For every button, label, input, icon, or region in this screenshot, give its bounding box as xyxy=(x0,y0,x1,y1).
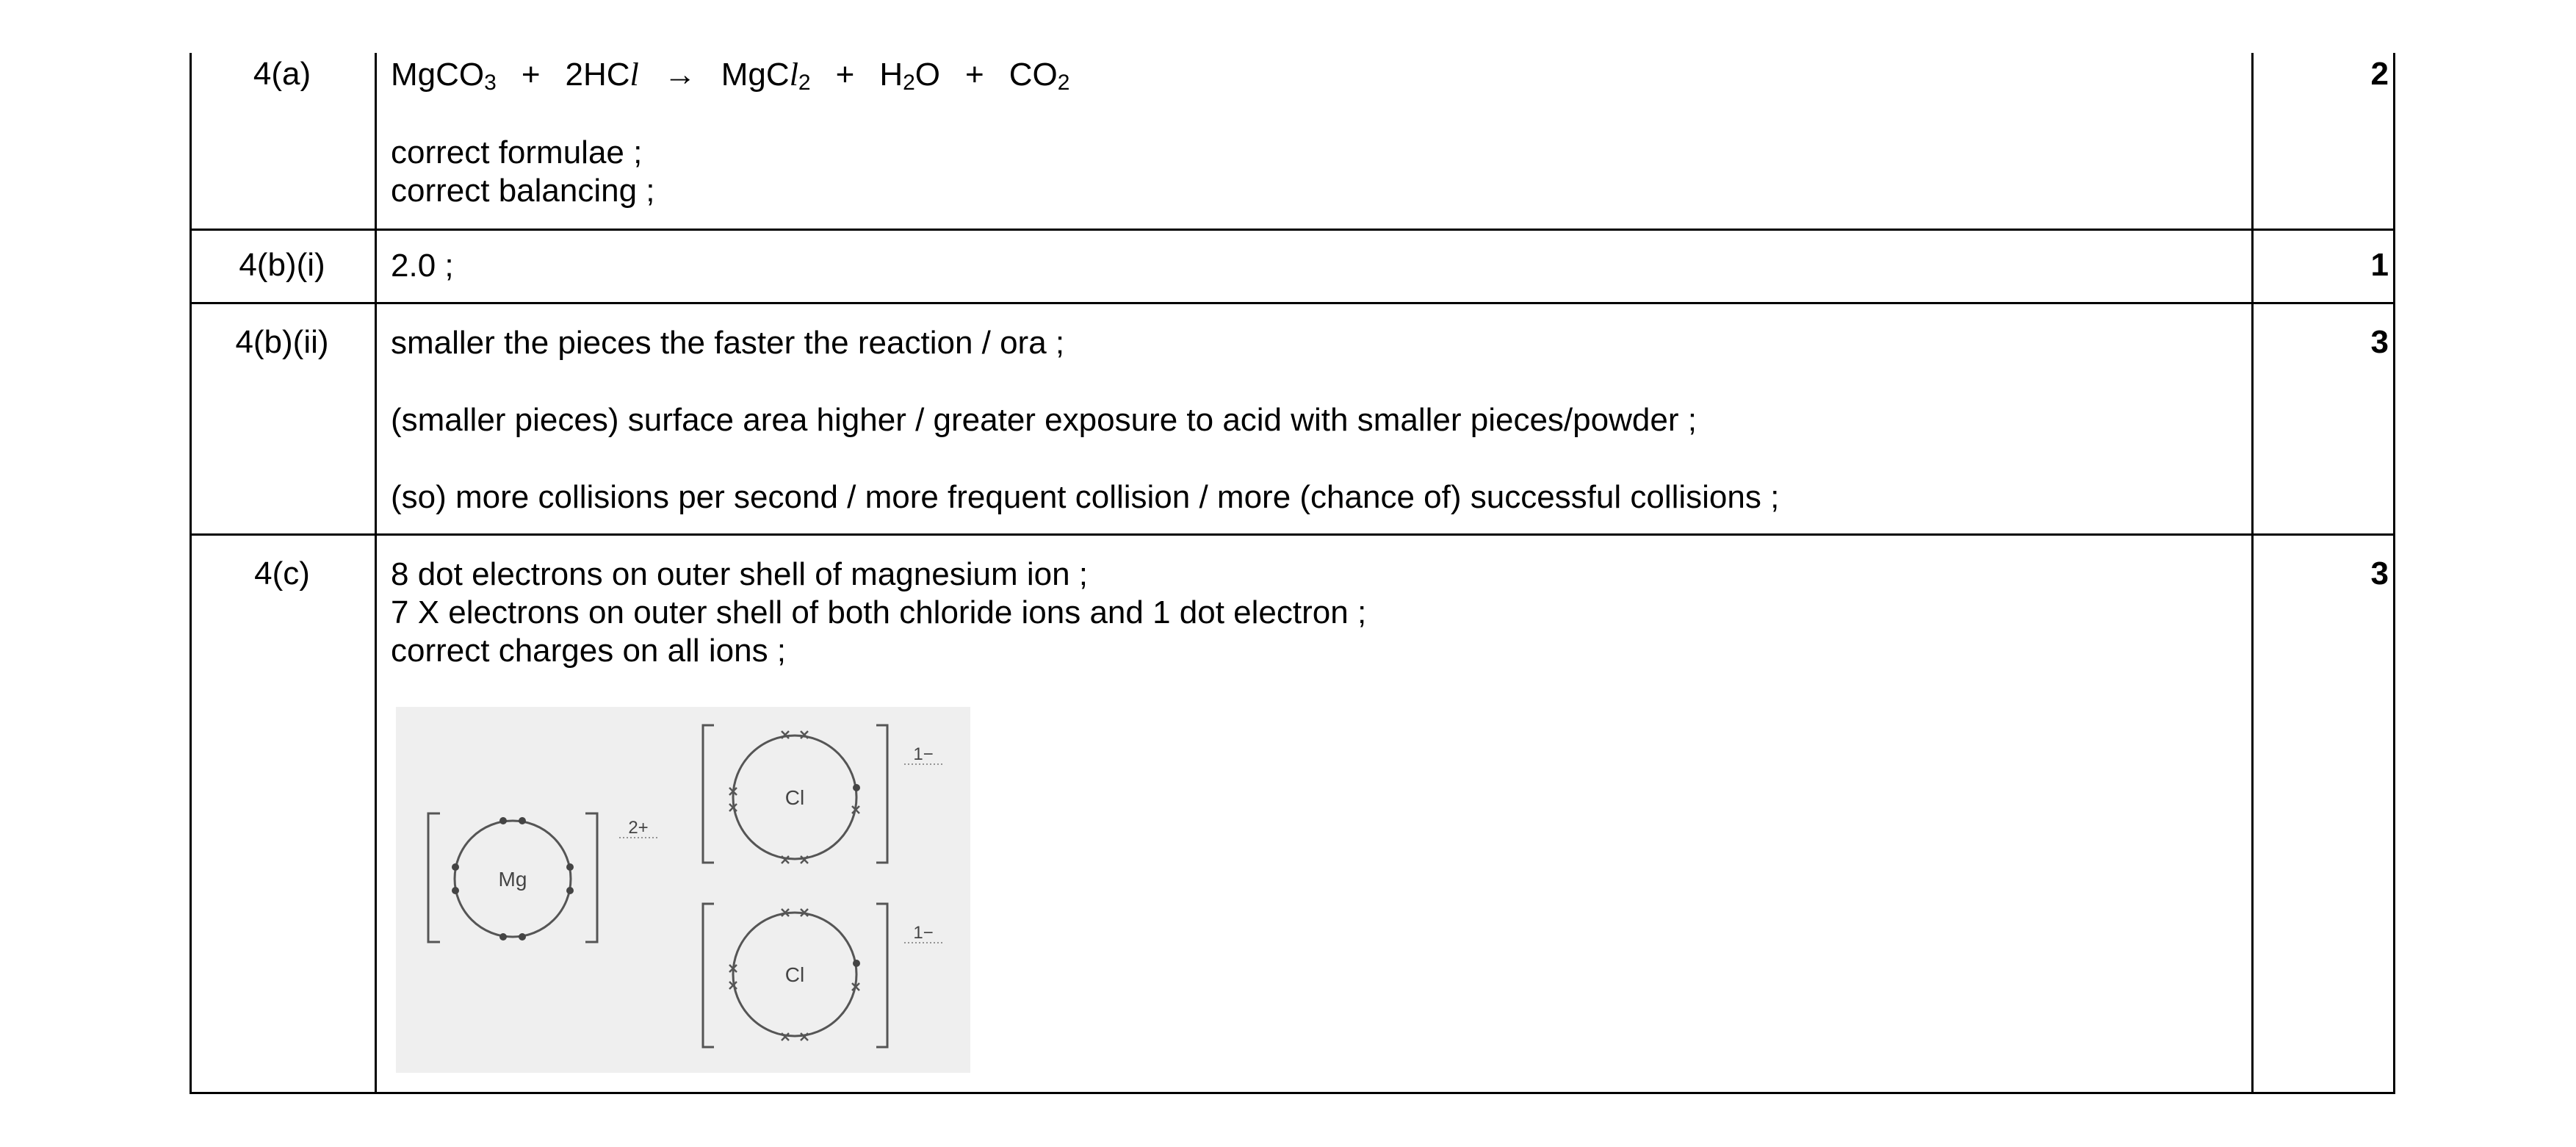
mg-ion-charge: 2+ xyxy=(628,818,649,838)
equation-subscript: 3 xyxy=(484,71,497,95)
electron-dot xyxy=(853,784,860,791)
column-divider-question xyxy=(375,53,377,1094)
question-number: 4(c) xyxy=(254,555,310,592)
cl-ion-label: Cl xyxy=(784,786,805,809)
electron-dot xyxy=(519,817,526,824)
bracket-right xyxy=(876,725,887,863)
electron-dot xyxy=(566,887,574,894)
answer-line: 2.0 ; xyxy=(391,248,454,284)
electron-dot xyxy=(499,933,507,941)
question-number: 4(b)(i) xyxy=(239,247,325,283)
answer-line: smaller the pieces the faster the reaction / ora ; xyxy=(391,325,1065,361)
answer-line: correct formulae ; xyxy=(391,134,643,170)
equation-product: O xyxy=(914,57,941,93)
equation-product: CO xyxy=(1009,57,1058,93)
equation-product: MgC xyxy=(721,57,790,93)
marks-value: 1 xyxy=(2370,247,2389,283)
equation-plus: + xyxy=(835,57,855,93)
bracket-left xyxy=(428,813,440,942)
equation-reactant: MgCO xyxy=(391,57,485,93)
bracket-left xyxy=(703,725,714,863)
row-divider xyxy=(190,229,2395,231)
reaction-arrow-icon: → xyxy=(663,57,696,93)
electron-dot xyxy=(853,960,860,967)
equation-italic-l: l xyxy=(789,57,798,93)
equation-subscript: 2 xyxy=(798,71,811,95)
answer-line: 8 dot electrons on outer shell of magnesium ion ; xyxy=(391,556,1088,592)
equation-subscript: 2 xyxy=(903,71,915,95)
answer-line: correct charges on all ions ; xyxy=(391,633,787,669)
electron-dot xyxy=(499,817,507,824)
answer-line: (smaller pieces) surface area higher / greater exposure to acid with smaller pieces/powder ; xyxy=(391,402,1697,438)
marks-value: 2 xyxy=(2370,56,2389,92)
answer-line: 7 X electrons on outer shell of both chloride ions and 1 dot electron ; xyxy=(391,594,1367,630)
answer-text xyxy=(391,555,1366,670)
chemical-equation xyxy=(391,56,1069,94)
equation-subscript: 2 xyxy=(1057,71,1070,95)
question-number: 4(a) xyxy=(253,56,311,92)
equation-reactant: 2HC xyxy=(565,57,630,93)
marks-value: 3 xyxy=(2370,555,2389,592)
answer-line: correct balancing ; xyxy=(391,173,655,209)
electron-dot xyxy=(519,933,526,941)
equation-plus: + xyxy=(521,57,541,93)
marks-value: 3 xyxy=(2370,324,2389,360)
dot-and-cross-diagram xyxy=(396,707,970,1073)
equation-product: H xyxy=(879,57,903,93)
answer-text xyxy=(391,134,655,210)
answer-line: (so) more collisions per second / more frequent collision / more (chance of) successful collisions ; xyxy=(391,479,1780,515)
answer-text xyxy=(391,247,454,285)
mg-ion-label: Mg xyxy=(498,868,527,891)
electron-dot xyxy=(452,863,459,871)
row-divider xyxy=(190,533,2395,536)
cl-ion-charge: 1− xyxy=(913,923,934,943)
cl-ion-charge: 1− xyxy=(913,744,934,764)
electron-dot xyxy=(452,887,459,894)
equation-italic-l: l xyxy=(629,57,639,93)
table-border-bottom xyxy=(190,1092,2395,1094)
bracket-right xyxy=(876,904,887,1047)
row-divider xyxy=(190,302,2395,304)
table-border-right xyxy=(2393,53,2395,1094)
column-divider-marks xyxy=(2251,53,2254,1094)
bracket-left xyxy=(703,904,714,1047)
cl-ion-label: Cl xyxy=(784,963,805,986)
equation-plus: + xyxy=(965,57,984,93)
question-number: 4(b)(ii) xyxy=(235,324,329,360)
bracket-right xyxy=(585,813,597,942)
electron-dot xyxy=(566,863,574,871)
